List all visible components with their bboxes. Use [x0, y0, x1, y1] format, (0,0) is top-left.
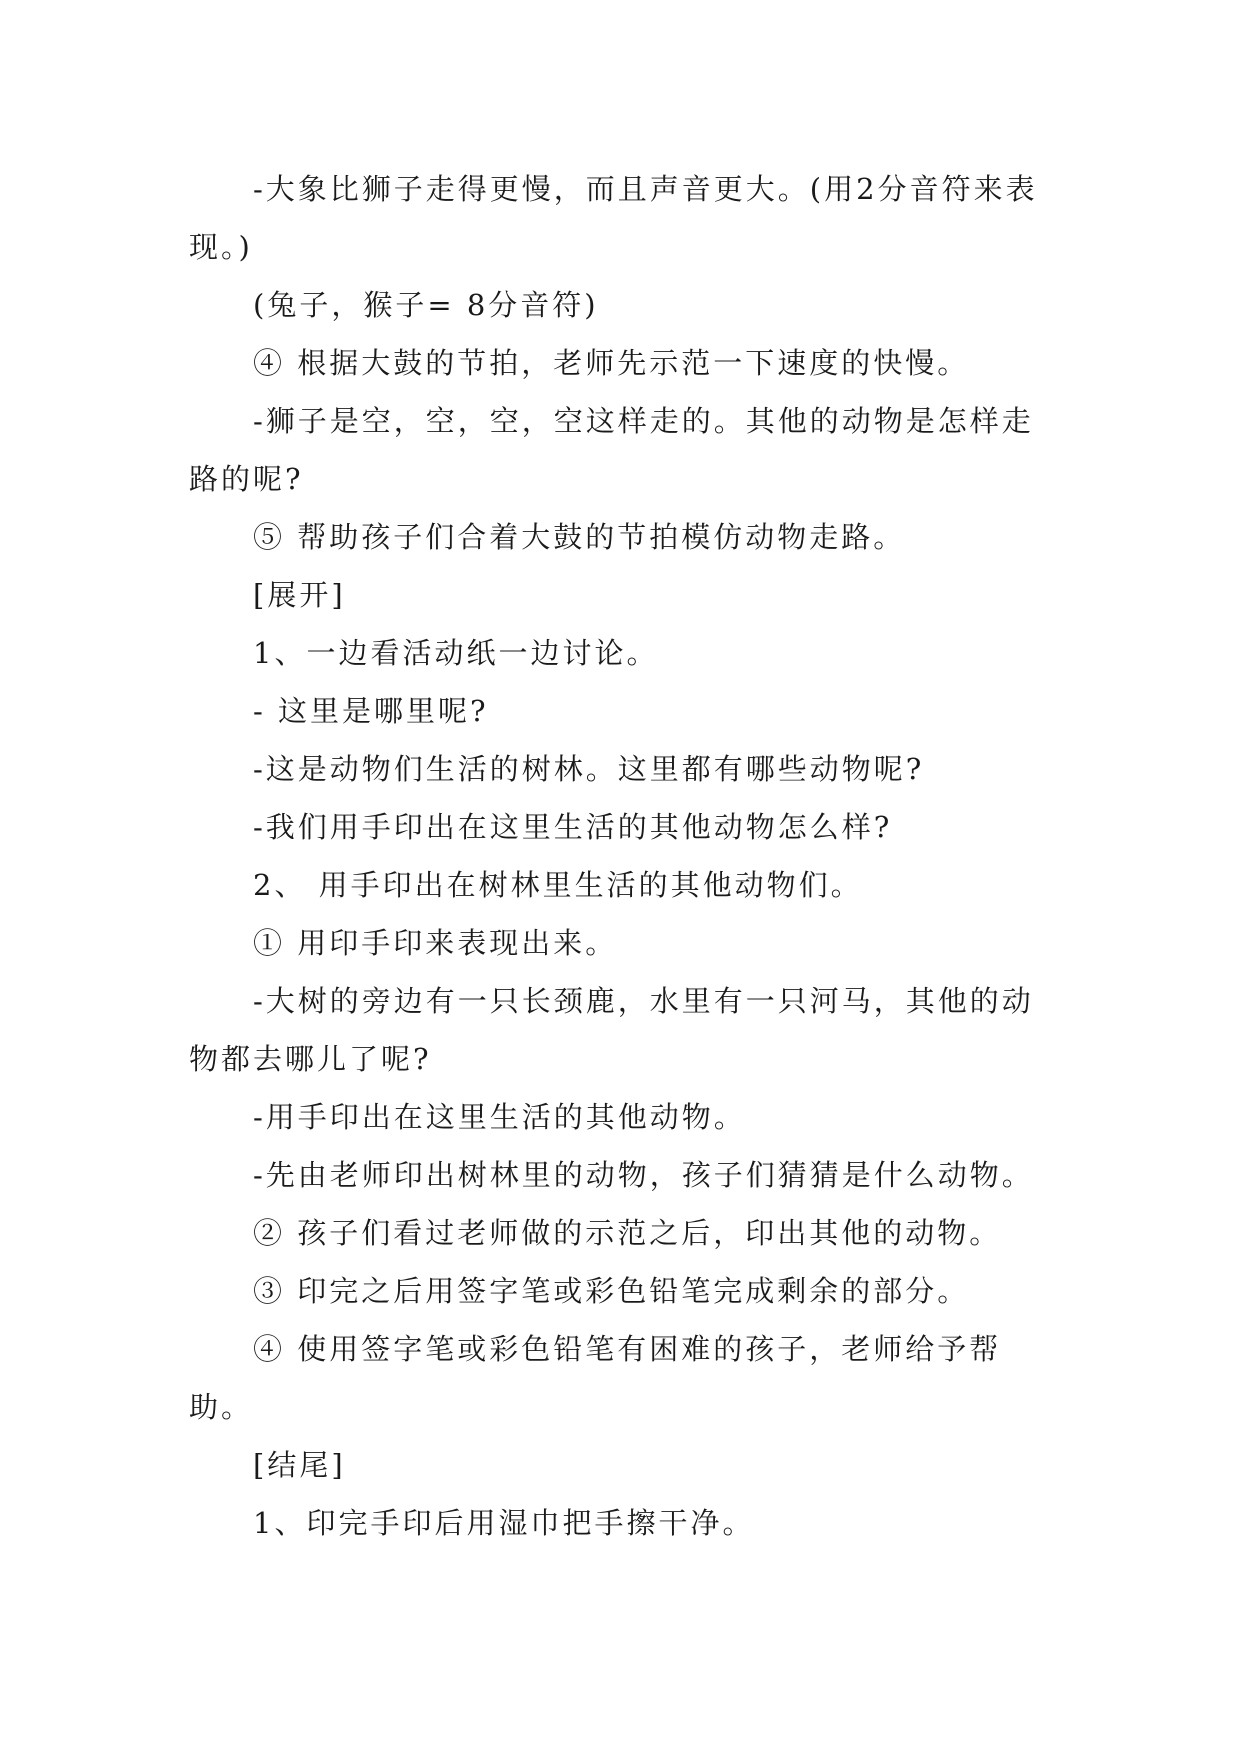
paragraph: 1、印完手印后用湿巾把手擦干净。: [253, 1506, 755, 1540]
paragraph: -狮子是空，空，空，空这样走的。其他的动物是怎样走路的呢?: [189, 404, 1034, 496]
paragraph: -我们用手印出在这里生活的其他动物怎么样?: [253, 810, 893, 844]
paragraph: ④ 使用签字笔或彩色铅笔有困难的孩子，老师给予帮助。: [189, 1332, 1002, 1424]
paragraph: - 这里是哪里呢?: [253, 694, 489, 728]
paragraph: -先由老师印出树林里的动物，孩子们猜猜是什么动物。: [253, 1158, 1034, 1192]
paragraph: -用手印出在这里生活的其他动物。: [253, 1100, 746, 1134]
paragraph: ① 用印手印来表现出来。: [253, 926, 618, 960]
paragraph: -这是动物们生活的树林。这里都有哪些动物呢?: [253, 752, 925, 786]
paragraph: (兔子，猴子= 8分音符): [253, 288, 599, 322]
section-heading: [结尾]: [253, 1448, 346, 1482]
paragraph: ② 孩子们看过老师做的示范之后，印出其他的动物。: [253, 1216, 1002, 1250]
paragraph: 2、 用手印出在树林里生活的其他动物们。: [253, 868, 863, 902]
paragraph: 1、一边看活动纸一边讨论。: [253, 636, 659, 670]
paragraph: ④ 根据大鼓的节拍，老师先示范一下速度的快慢。: [253, 346, 970, 380]
paragraph: ③ 印完之后用签字笔或彩色铅笔完成剩余的部分。: [253, 1274, 970, 1308]
paragraph: ⑤ 帮助孩子们合着大鼓的节拍模仿动物走路。: [253, 520, 906, 554]
paragraph: -大树的旁边有一只长颈鹿，水里有一只河马，其他的动物都去哪儿了呢?: [189, 984, 1034, 1076]
section-heading: [展开]: [253, 578, 346, 612]
paragraph: -大象比狮子走得更慢，而且声音更大。(用2分音符来表现。): [189, 172, 1038, 264]
document-body: [189, 160, 1059, 1552]
